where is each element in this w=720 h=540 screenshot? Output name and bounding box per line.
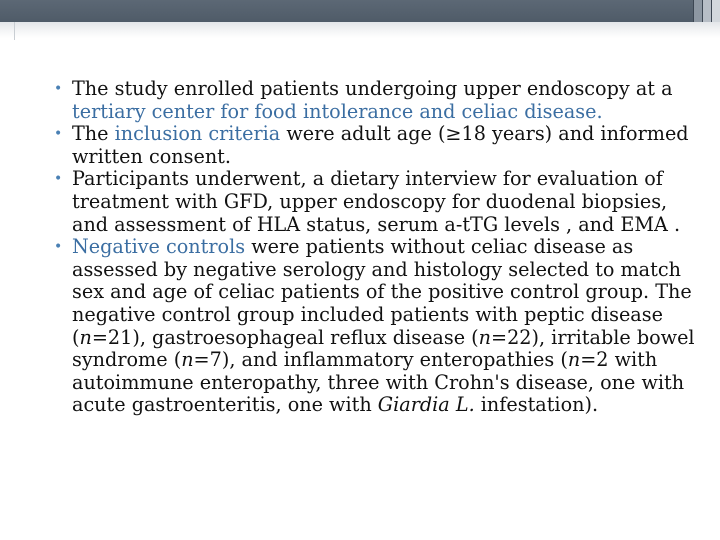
highlighted-text: inclusion criteria <box>114 122 281 146</box>
bullet-item <box>38 123 698 168</box>
italic-text: n <box>181 348 194 372</box>
highlighted-text: Negative controls <box>72 235 246 259</box>
highlighted-text: tertiary center for food intolerance and celiac disease. <box>72 99 603 123</box>
bullet-text: =21), gastroesophageal reflux disease ( <box>91 325 479 349</box>
bullet-text: The <box>72 122 115 146</box>
bullet-item <box>38 168 698 236</box>
bullet-icon: • <box>54 239 63 256</box>
title-bar-accent-blocks <box>693 0 720 22</box>
bullet-text: infestation). <box>474 393 599 417</box>
bullet-text: were patients without celiac disease as assessed by negative serology and histology selected to match sex and age of celiac patients of the positive control group. The negative control group included patients with peptic disease ( <box>72 235 692 349</box>
decorative-divider <box>14 22 15 40</box>
bullet-text: were adult age (≥18 years) and informed written consent. <box>72 122 689 168</box>
bullet-list <box>38 78 698 417</box>
accent-block <box>702 0 711 22</box>
italic-text: n <box>79 325 92 349</box>
accent-block <box>711 0 720 22</box>
accent-block <box>693 0 702 22</box>
title-bar-shadow <box>0 22 720 38</box>
bullet-text: =22), irritable bowel syndrome ( <box>72 325 695 372</box>
bullet-icon: • <box>54 126 63 143</box>
italic-text: n <box>567 348 581 372</box>
bullet-text: The study enrolled patients undergoing upper endoscopy at a <box>72 77 673 100</box>
slide-title-bar <box>0 0 720 22</box>
bullet-item <box>38 236 698 417</box>
italic-text: n <box>478 325 491 349</box>
bullet-item <box>38 78 698 123</box>
bullet-text: Participants underwent, a dietary interview for evaluation of treatment with GFD, upper endoscopy for duodenal biopsies, and assessment of HLA status, serum a-tTG levels , and EMA . <box>72 167 681 236</box>
bullet-text: =7), and inflammatory enteropathies ( <box>193 348 568 372</box>
bullet-text: =2 with autoimmune enteropathy, three with Crohn's disease, one with acute gastroenteritis, one with <box>72 348 685 417</box>
bullet-icon: • <box>54 171 63 188</box>
bullet-icon: • <box>54 81 63 97</box>
italic-text: Giardia L. <box>377 393 475 417</box>
